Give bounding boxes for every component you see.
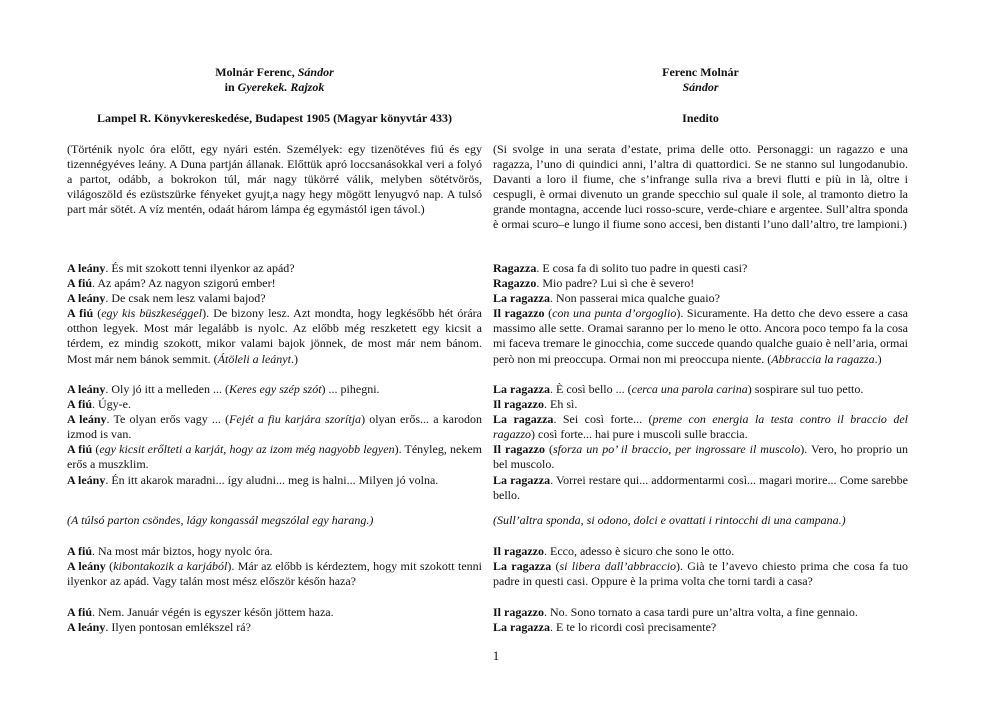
left-source-title: Gyerekek. Rajzok: [237, 80, 325, 94]
speaker: A leány: [67, 559, 106, 574]
right-author: Ferenc Molnár: [662, 65, 739, 79]
right-dialogue-block-4: [493, 605, 908, 635]
speaker: La ragazza: [493, 382, 550, 396]
dialogue-line: A leány. És mit szokott tenni ilyenkor az apád?: [67, 261, 295, 275]
right-status: Inedito: [682, 111, 719, 125]
speaker: A leány: [67, 472, 106, 487]
speaker: Il ragazzo: [493, 605, 544, 619]
dialogue-line: A fiú (egy kicsit erőlteti a karját, hogy az izom még nagyobb legyen). Tényleg, nekem erős a muszklim.: [67, 442, 482, 472]
dialogue-line: Il ragazzo (con una punta d’orgoglio). Sicuramente. Ha detto che devo essere a casa massimo alle sette. Oramai saranno per lo meno le otto. Ancora poco tempo fa la cosa mi faceva tremare le ginocchia, come succede quando qualche guaio è nell’aria, ormai però non mi preoccupa. Ormai non mi preoccupa niente. (Abbraccia la ragazza.): [493, 306, 908, 366]
dialogue-line: Il ragazzo. Ecco, adesso è sicuro che sono le otto.: [493, 544, 735, 558]
dialogue-line: A fiú. Úgy-e.: [67, 397, 132, 412]
speaker: Il ragazzo: [493, 306, 545, 321]
dialogue-line: A leány. Te olyan erős vagy ... (Fejét a fiu karjára szorítja) olyan erős... a karodon izmod is van.: [67, 412, 483, 442]
speaker: La ragazza: [493, 620, 550, 635]
dialogue-line: La ragazza (si libera dall’abbraccio). Già te l’avevo chiesto prima che cosa fa tuo padre in questi casi. Oppure è la prima volta che torni tardi a casa?: [493, 559, 909, 589]
left-stage-direction: (A túlsó parton csöndes, lágy kongassál megszólal egy harang.): [67, 513, 374, 527]
dialogue-line: A leány. De csak nem lesz valami bajod?: [67, 291, 266, 306]
left-dialogue-block-4: [67, 605, 482, 635]
speaker: A leány: [67, 412, 107, 427]
speaker: A fiú: [67, 605, 93, 619]
dialogue-line: La ragazza. Non passerai mica qualche guaio?: [493, 291, 720, 306]
right-dialogue-block-2: [493, 382, 908, 503]
left-dialogue-block-1: [67, 261, 482, 367]
dialogue-line: A leány (kibontakozik a karjából). Már az előbb is kérdeztem, hogy mit szokott tenni ilyenkor az apád. Vagy talán most mész először későn haza?: [67, 559, 483, 589]
dialogue-line: A fiú. Az apám? Az nagyon szigorú ember!: [67, 276, 276, 291]
dialogue-line: La ragazza. Sei così forte... (preme con energia la testa contro il braccio del ragazzo) così forte... hai pure i muscoli sulle braccia.: [493, 412, 909, 442]
speaker: A leány: [67, 382, 106, 396]
stage-direction: si libera dall’abbraccio: [559, 559, 677, 574]
stage-direction: Abbraccia la ragazza: [771, 351, 875, 366]
speaker: La ragazza: [493, 412, 554, 427]
dialogue-line: A leány. Én itt akarok maradni... így aludni... meg is halni... Milyen jó volna.: [67, 472, 439, 487]
dialogue-line: Ragazzo. Mio padre? Lui sì che è severo!: [493, 276, 695, 291]
speaker: A fiú: [67, 442, 93, 457]
right-dialogue-block-1: [493, 261, 908, 367]
speaker: Il ragazzo: [493, 442, 545, 457]
page-number: 1: [492, 648, 500, 663]
speaker: A leány: [67, 620, 106, 635]
speaker: La ragazza: [493, 291, 550, 306]
speaker: A fiú: [67, 306, 94, 321]
speaker: Il ragazzo: [493, 544, 544, 558]
left-dialogue-block-3: [67, 544, 482, 589]
right-dialogue-block-3: [493, 544, 908, 589]
left-intro: (Történik nyolc óra előtt, egy nyári estén. Személyek: egy tizenötéves fiú és egy tizennégyéves leány. A Duna partján állanak. Előttük apró loccsanásokkal veri a folyó a partot, odább, a bokrokon túl, már nagy tükörré válik, melyben sötétvörös, világoszöld és ezüstszürke fényeket gyujt,a nagy hegy mögött lenyugvó nap. A tulsó part már sötét. A víz mentén, odaát három lámpa ég egymástól igen távol.): [67, 142, 482, 217]
speaker: A leány: [67, 261, 106, 275]
speaker: A fiú: [67, 544, 93, 558]
dialogue-line: Il ragazzo. Eh sì.: [493, 397, 578, 412]
dialogue-line: Il ragazzo. No. Sono tornato a casa tardi pure un’altra volta, a fine gennaio.: [493, 605, 858, 619]
dialogue-line: Il ragazzo (sforza un po’ il braccio, per ingrossare il muscolo). Vero, ho proprio un bel muscolo.: [493, 442, 908, 472]
stage-direction: Keres egy szép szót: [228, 382, 322, 396]
right-stage-direction: (Sull’altra sponda, si odono, dolci e ovattati i rintocchi di una campana.): [493, 513, 846, 527]
speaker: Ragazza: [493, 261, 537, 275]
stage-direction: preme con energia la testa contro il braccio del ragazzo: [493, 412, 909, 442]
speaker: A fiú: [67, 276, 93, 291]
speaker: Ragazzo: [493, 276, 537, 291]
dialogue-line: A leány. Oly jó itt a melleden ... (Keres egy szép szót) ... pihegni.: [67, 382, 380, 396]
right-intro: (Si svolge in una serata d’estate, prima delle otto. Personaggi: un ragazzo e una ragazza, l’uno di quindici anni, l’altra di quattordici. Se ne stanno sul lungodanubio. Davanti a loro il fiume, che s’infrange sulla riva a brevi flutti e più in là, oltre i cespugli, è ormai divenuto un grande specchio sul quale il sole, al tramonto dietro la grande montagna, accende luci rosso-scure, verde-chiare e argentee. Sull’altra sponda è ormai scuro–e lungo il fiume sono accesi, ben distanti l’uno dall’altro, tre lampioni.): [493, 142, 908, 232]
dialogue-line: A leány. Ilyen pontosan emlékszel rá?: [67, 620, 251, 635]
dialogue-line: A fiú. Nem. Január végén is egyszer későn jöttem haza.: [67, 605, 334, 619]
dialogue-line: La ragazza. È così bello ... (cerca una parola carina) sospirare sul tuo petto.: [493, 382, 864, 396]
dialogue-line: Ragazza. E cosa fa di solito tuo padre in questi casi?: [493, 261, 748, 275]
left-source-line: [67, 80, 482, 95]
stage-direction: egy kis büszkeséggel: [101, 306, 203, 321]
right-work-title: Sándor: [682, 80, 719, 94]
left-work-title: Sándor: [297, 65, 334, 79]
stage-direction: cerca una parola carina: [631, 382, 748, 396]
speaker: Il ragazzo: [493, 397, 544, 412]
dialogue-line: La ragazza. Vorrei restare qui... addormentarmi così... magari morire... Come sarebbe bello.: [493, 472, 908, 502]
dialogue-line: A fiú. Na most már biztos, hogy nyolc óra.: [67, 544, 273, 558]
dialogue-line: A fiú (egy kis büszkeséggel). De bizony lesz. Azt mondta, hogy legkésőbb hét órára otthon legyek. Most már legalább is nyolc. Az előbb még reszketett egy kicsit a térdem, ez mindig szokott, mikor valami bajok jönnek, de most már nem bánom. Most már nem bánok semmit. (Átöleli a leányt.): [67, 306, 482, 366]
speaker: La ragazza: [493, 472, 551, 487]
speaker: A fiú: [67, 397, 93, 412]
stage-direction: Fejét a fiu karjára szorítja: [229, 412, 362, 427]
stage-direction: sforza un po’ il braccio, per ingrossare il muscolo: [552, 442, 801, 457]
stage-direction: Átöleli a leányt: [217, 351, 291, 366]
speaker: A leány: [67, 291, 106, 306]
left-author: Molnár Ferenc,: [215, 65, 295, 79]
left-publisher: Lampel R. Könyvkereskedése, Budapest 1905 (Magyar könyvtár 433): [96, 111, 452, 125]
left-source-prefix: in: [224, 80, 235, 94]
left-title-line: [67, 65, 482, 80]
stage-direction: con una punta d’orgoglio: [552, 306, 677, 321]
right-work-title-line: [493, 80, 908, 95]
stage-direction: egy kicsit erőlteti a karját, hogy az izom még nagyobb legyen: [99, 442, 395, 457]
left-dialogue-block-2: [67, 382, 482, 488]
dialogue-line: La ragazza. E te lo ricordi così precisamente?: [493, 620, 717, 635]
stage-direction: kibontakozik a karjából: [113, 559, 228, 574]
speaker: La ragazza: [493, 559, 552, 574]
